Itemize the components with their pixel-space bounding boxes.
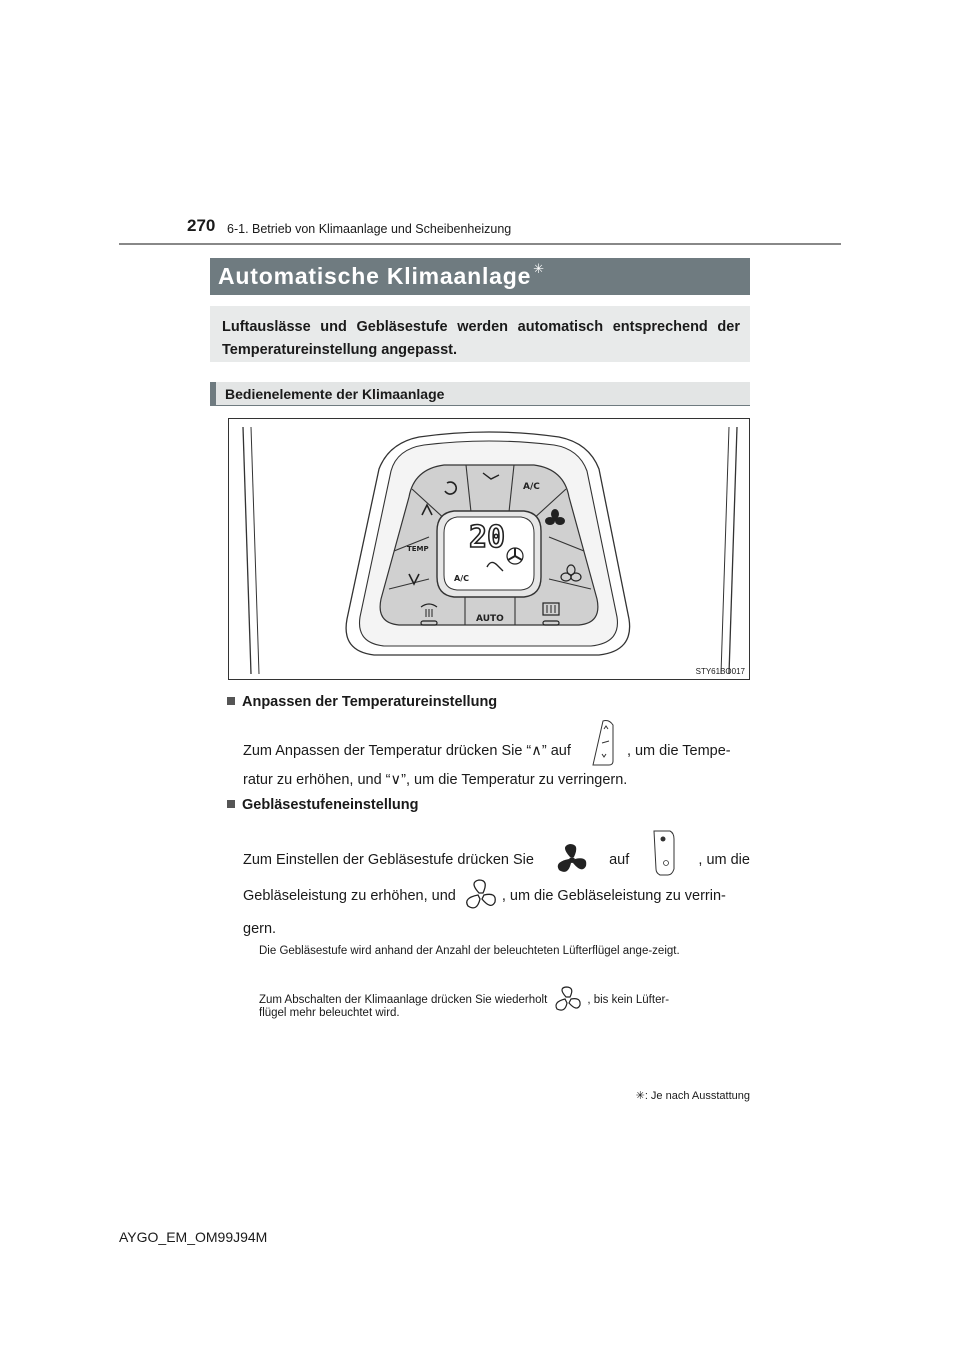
intro-box: Luftauslässe und Gebläsestufe werden automatisch entsprechend der Temperatureinstellung angepasst. (210, 306, 750, 362)
auto-button-label: AUTO (476, 614, 504, 624)
option-mark: ✳ (533, 261, 545, 276)
figure-code: STY61BO017 (695, 667, 745, 676)
temp-heading: Anpassen der Temperatureinstellung (227, 694, 497, 710)
footer-code: AYGO_EM_OM99J94M (119, 1229, 268, 1245)
fan-line3: gern. (243, 921, 277, 937)
subsection-title: Bedienelemente der Klimaanlage (225, 386, 445, 402)
fan-filled-icon (555, 843, 589, 877)
control-panel-figure (228, 418, 750, 680)
display-temperature: 20 (469, 520, 506, 555)
fan-note-2-line2: flügel mehr beleuchtet wird. (259, 1007, 400, 1019)
climate-control-panel-illustration (229, 419, 749, 679)
fan-rocker-icon (650, 829, 678, 877)
page-number: 270 (187, 216, 216, 235)
fan-note-1: Die Gebläsestufe wird anhand der Anzahl der beleuchteten Lüfterflügel ange-zeigt. (259, 945, 680, 957)
footnote: ✳: Je nach Ausstattung (635, 1090, 750, 1102)
fan-outline-icon (553, 984, 583, 1016)
display-ac-label: A/C (454, 574, 469, 583)
fan-heading: Gebläsestufeneinstellung (227, 797, 418, 813)
ac-button-label: A/C (523, 482, 540, 492)
fan-line1: Zum Einstellen der Gebläsestufe drücken Sie auf , um die (243, 843, 750, 877)
fan-outline-icon (464, 878, 498, 914)
temp-rocker-icon (589, 719, 619, 767)
chapter-title: 6-1. Betrieb von Klimaanlage und Scheibenheizung (227, 222, 512, 236)
header-rule (119, 243, 841, 245)
subsection-header (210, 382, 750, 406)
section-title-bar (210, 258, 750, 295)
fan-note-2: Zum Abschalten der Klimaanlage drücken Sie wiederholt , bis kein Lüfter- (259, 984, 750, 1016)
bullet-square (227, 697, 235, 705)
temp-label: TEMP (407, 545, 429, 553)
temp-paragraph-line2: ratur zu erhöhen, und “∨”, um die Temperatur zu verringern. (243, 772, 628, 788)
fan-line2: Gebläseleistung zu erhöhen, und , um die Gebläseleistung zu verrin- (243, 878, 750, 914)
subsection-bar (210, 382, 216, 406)
temp-paragraph: Zum Anpassen der Temperatur drücken Sie “∧” auf , um die Tempe- (243, 735, 750, 767)
bullet-square (227, 800, 235, 808)
page-title: Automatische Klimaanlage ✳ (218, 261, 545, 289)
